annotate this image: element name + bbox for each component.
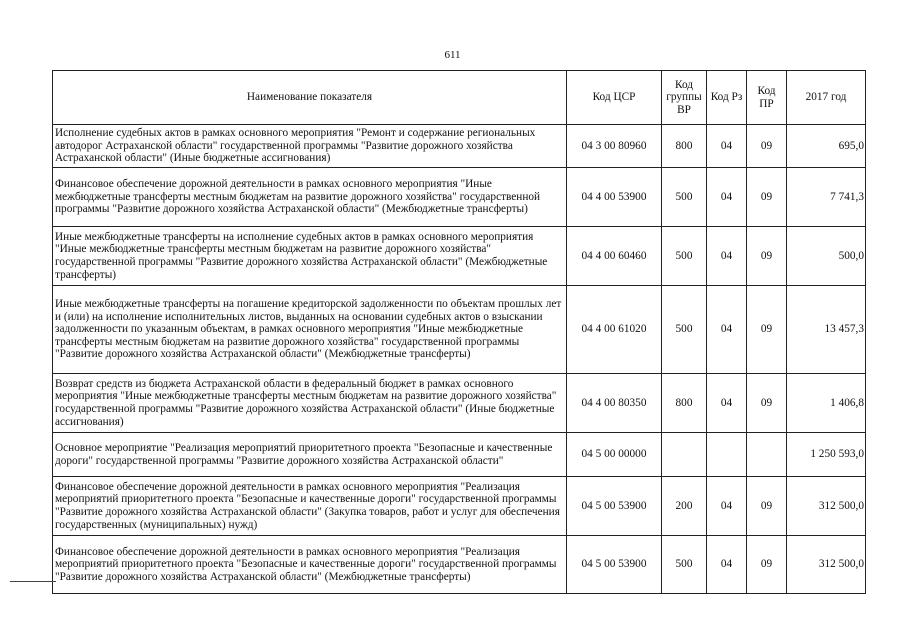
row-amount: 13 457,3 [787,286,866,374]
header-vr: Код группы ВР [662,71,707,125]
row-amount: 500,0 [787,227,866,286]
table-header-row [53,71,866,125]
table-row [53,433,866,477]
row-pr: 09 [747,286,787,374]
row-rz: 04 [707,125,747,168]
row-rz: 04 [707,477,747,536]
row-name: Финансовое обеспечение дорожной деятельности в рамках основного мероприятия "Реализация мероприятий приоритетного проекта "Безопасные и качественные дороги" государственной программы "Развитие дорожного хозяйства Астраханской области" (Межбюджетные трансферты) [53,536,567,594]
row-amount: 7 741,3 [787,168,866,227]
row-vr: 500 [662,286,707,374]
table-row [53,286,866,374]
row-pr: 09 [747,477,787,536]
row-vr: 500 [662,227,707,286]
row-csr: 04 5 00 00000 [567,433,662,477]
row-pr [747,433,787,477]
row-vr: 800 [662,374,707,433]
row-rz: 04 [707,536,747,594]
row-vr [662,433,707,477]
header-csr: Код ЦСР [567,71,662,125]
row-pr: 09 [747,536,787,594]
header-rz: Код Рз [707,71,747,125]
row-vr: 500 [662,168,707,227]
page-number: 611 [444,49,461,61]
row-rz: 04 [707,374,747,433]
row-amount: 312 500,0 [787,477,866,536]
row-pr: 09 [747,168,787,227]
row-name: Финансовое обеспечение дорожной деятельности в рамках основного мероприятия "Реализация мероприятий приоритетного проекта "Безопасные и качественные дороги" государственной программы "Развитие дорожного хозяйства Астраханской области" (Закупка товаров, работ и услуг для обеспечения государственных (муниципальных) нужд) [53,477,567,536]
row-pr: 09 [747,227,787,286]
row-rz [707,433,747,477]
row-csr: 04 4 00 60460 [567,227,662,286]
header-pr: Код ПР [747,71,787,125]
row-name: Иные межбюджетные трансферты на исполнение судебных актов в рамках основного мероприятия "Иные межбюджетные трансферты местным бюджетам на развитие дорожного хозяйства" государственной программы "Развитие дорожного хозяйства Астраханской области" (Межбюджетные трансферты) [53,227,567,286]
row-csr: 04 3 00 80960 [567,125,662,168]
header-year: 2017 год [787,71,866,125]
table-row [53,536,866,594]
row-name: Иные межбюджетные трансферты на погашение кредиторской задолженности по объектам прошлых лет и (или) на исполнение исполнительных листов, выданных на основании судебных актов о взыскании задолженности по указанным объектам, в рамках основного мероприятия "Иные межбюджетные трансферты местным бюджетам на развитие дорожного хозяйства" государственной программы "Развитие дорожного хозяйства Астраханской области" (Межбюджетные трансферты) [53,286,567,374]
budget-table [52,70,866,594]
row-name: Основное мероприятие "Реализация мероприятий приоритетного проекта "Безопасные и качественные дороги" государственной программы "Развитие дорожного хозяйства Астраханской области" [53,433,567,477]
table-row [53,374,866,433]
row-pr: 09 [747,374,787,433]
row-amount: 312 500,0 [787,536,866,594]
row-csr: 04 4 00 80350 [567,374,662,433]
row-vr: 800 [662,125,707,168]
row-vr: 500 [662,536,707,594]
row-amount: 1 250 593,0 [787,433,866,477]
row-pr: 09 [747,125,787,168]
row-rz: 04 [707,227,747,286]
row-name: Финансовое обеспечение дорожной деятельности в рамках основного мероприятия "Иные межбюджетные трансферты местным бюджетам на развитие дорожного хозяйства" государственной программы "Развитие дорожного хозяйства Астраханской области" (Межбюджетные трансферты) [53,168,567,227]
table-row [53,477,866,536]
header-name: Наименование показателя [53,71,567,125]
table-row [53,227,866,286]
row-vr: 200 [662,477,707,536]
row-name: Исполнение судебных актов в рамках основного мероприятия "Ремонт и содержание региональных автодорог Астраханской области" государственной программы "Развитие дорожного хозяйства Астраханской области" (Иные бюджетные ассигнования) [53,125,567,168]
row-amount: 1 406,8 [787,374,866,433]
table-row [53,168,866,227]
table-row [53,125,866,168]
margin-rule [10,581,56,582]
row-csr: 04 4 00 61020 [567,286,662,374]
row-csr: 04 5 00 53900 [567,477,662,536]
row-csr: 04 5 00 53900 [567,536,662,594]
row-rz: 04 [707,168,747,227]
row-amount: 695,0 [787,125,866,168]
row-name: Возврат средств из бюджета Астраханской области в федеральный бюджет в рамках основного мероприятия "Иные межбюджетные трансферты местным бюджетам на развитие дорожного хозяйства" государственной программы "Развитие дорожного хозяйства Астраханской области" (Иные бюджетные ассигнования) [53,374,567,433]
row-csr: 04 4 00 53900 [567,168,662,227]
row-rz: 04 [707,286,747,374]
